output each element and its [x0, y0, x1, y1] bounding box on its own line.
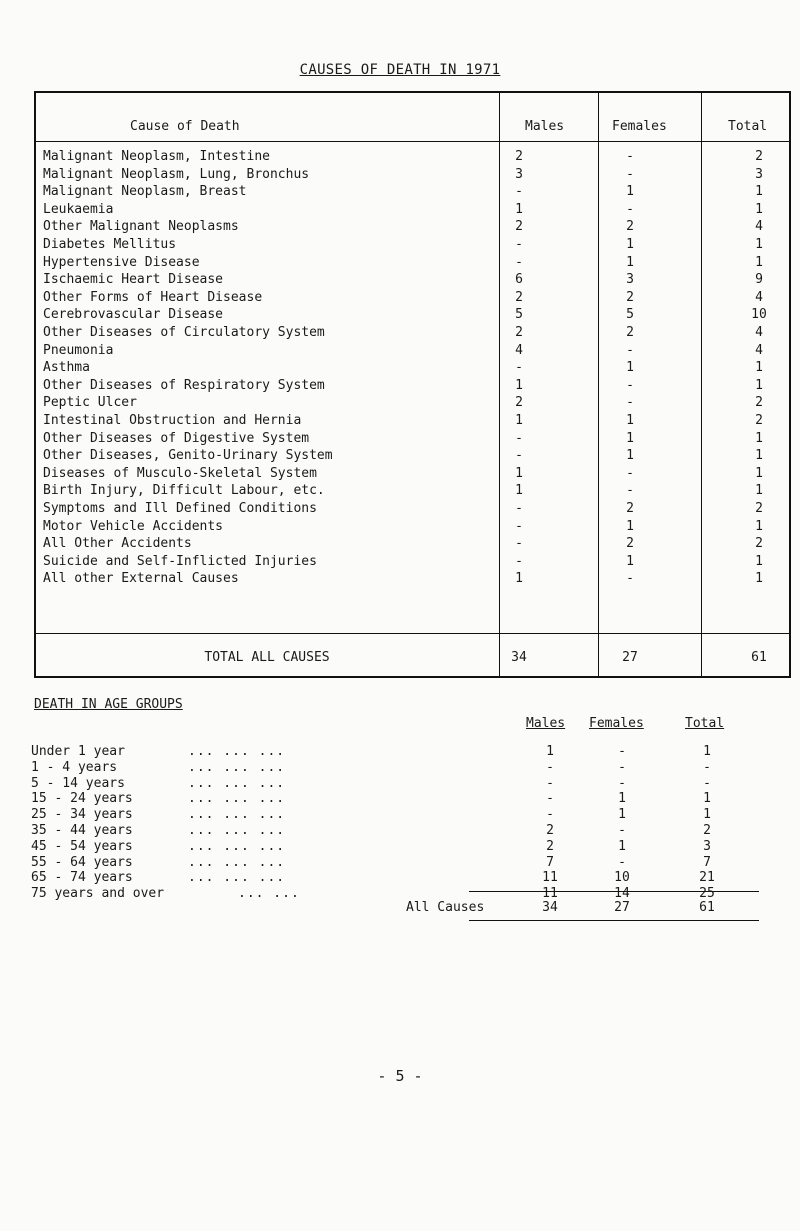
age-males: 7	[546, 854, 554, 870]
males-cell: 1	[515, 465, 523, 481]
table-row	[36, 394, 789, 412]
header-males: Males	[525, 119, 565, 134]
age-males: -	[546, 807, 554, 823]
cause-cell: Other Diseases of Digestive System	[43, 430, 310, 446]
total-cell: 2	[755, 149, 763, 164]
total-cell: 3	[755, 166, 763, 182]
males-cell: -	[515, 184, 523, 200]
age-total: -	[703, 759, 711, 775]
table-row	[36, 324, 789, 342]
age-males: 2	[546, 838, 554, 854]
leader-dots: ... ... ...	[188, 744, 286, 759]
leader-dots: ... ... ...	[188, 775, 286, 791]
females-cell: 5	[626, 307, 634, 323]
males-cell: -	[515, 553, 523, 569]
cause-cell: Other Malignant Neoplasms	[43, 219, 239, 235]
age-label: 45 - 54 years	[31, 838, 133, 854]
females-cell: -	[626, 166, 634, 182]
females-cell: 3	[626, 272, 634, 288]
age-total: 1	[703, 791, 711, 807]
cause-cell: Motor Vehicle Accidents	[43, 518, 224, 534]
age-total: 21	[699, 870, 715, 886]
age-females: 1	[618, 791, 626, 807]
males-cell: -	[515, 501, 523, 516]
age-total: 2	[703, 823, 711, 838]
cause-cell: Asthma	[43, 360, 90, 376]
females-cell: 1	[626, 553, 634, 569]
males-cell: 5	[515, 307, 523, 323]
males-cell: 1	[515, 377, 523, 393]
table-row	[36, 500, 789, 518]
age-row	[0, 839, 800, 855]
females-cell: -	[626, 395, 634, 411]
cause-cell: All other External Causes	[43, 571, 239, 587]
age-males: 11	[542, 870, 558, 886]
age-header-females: Females	[589, 716, 644, 731]
all-causes-label: All Causes	[406, 900, 485, 915]
age-row	[0, 855, 800, 871]
age-row	[0, 760, 800, 776]
cause-cell: Birth Injury, Difficult Labour, etc.	[43, 483, 325, 499]
cause-cell: Other Forms of Heart Disease	[43, 289, 263, 305]
total-males: 34	[511, 650, 527, 665]
table-row	[36, 183, 789, 201]
total-cell: 4	[755, 219, 763, 235]
age-males: -	[546, 759, 554, 775]
age-total-line-top	[469, 891, 759, 892]
age-total: 3	[703, 838, 711, 854]
age-label: 1 - 4 years	[31, 759, 118, 775]
total-cell: 1	[755, 483, 763, 499]
total-cell: 1	[755, 571, 763, 587]
total-cell: 2	[755, 501, 763, 516]
total-cell: 9	[755, 272, 763, 288]
males-cell: 2	[515, 149, 523, 164]
males-cell: 2	[515, 325, 523, 340]
causes-table	[34, 91, 791, 678]
all-causes-total: 61	[699, 900, 715, 915]
total-cell: 4	[755, 342, 763, 358]
males-cell: -	[515, 237, 523, 252]
age-females: 1	[618, 838, 626, 854]
age-males: -	[546, 791, 554, 807]
females-cell: -	[626, 149, 634, 164]
cause-cell: Diabetes Mellitus	[43, 237, 177, 252]
cause-cell: Diseases of Musculo-Skeletal System	[43, 465, 317, 481]
females-cell: 1	[626, 518, 634, 534]
header-total: Total	[728, 119, 768, 134]
age-males: 11	[542, 886, 558, 902]
age-total: 1	[703, 807, 711, 823]
females-cell: 2	[626, 501, 634, 516]
cause-cell: Other Diseases, Genito-Urinary System	[43, 448, 333, 464]
leader-dots: ... ... ...	[188, 854, 286, 870]
cause-cell: Symptoms and Ill Defined Conditions	[43, 501, 317, 516]
table-row	[36, 271, 789, 289]
table-row	[36, 148, 789, 166]
males-cell: -	[515, 254, 523, 270]
total-cell: 1	[755, 377, 763, 393]
cause-cell: Hypertensive Disease	[43, 254, 200, 270]
age-females: 14	[614, 886, 630, 902]
age-females: -	[618, 759, 626, 775]
all-causes-females: 27	[614, 900, 630, 915]
males-cell: -	[515, 536, 523, 552]
table-row	[36, 570, 789, 588]
age-label: 25 - 34 years	[31, 807, 133, 823]
females-cell: -	[626, 201, 634, 217]
table-row	[36, 218, 789, 236]
age-total: 7	[703, 854, 711, 870]
cause-cell: Suicide and Self-Inflicted Injuries	[43, 553, 317, 569]
age-males: -	[546, 775, 554, 791]
age-males: 1	[546, 744, 554, 759]
total-cell: 1	[755, 201, 763, 217]
cause-cell: Leukaemia	[43, 201, 114, 217]
age-row	[0, 776, 800, 792]
females-cell: -	[626, 571, 634, 587]
all-causes-males: 34	[542, 900, 558, 915]
cause-cell: Peptic Ulcer	[43, 395, 137, 411]
total-divider	[36, 633, 789, 634]
females-cell: 2	[626, 536, 634, 552]
table-row	[36, 201, 789, 219]
age-label: Under 1 year	[31, 744, 125, 759]
age-females: 10	[614, 870, 630, 886]
age-females: -	[618, 775, 626, 791]
table-row	[36, 166, 789, 184]
females-cell: 1	[626, 448, 634, 464]
males-cell: 1	[515, 201, 523, 217]
cause-cell: Cerebrovascular Disease	[43, 307, 224, 323]
females-cell: 2	[626, 219, 634, 235]
table-row	[36, 518, 789, 536]
cause-cell: All Other Accidents	[43, 536, 192, 552]
total-row	[36, 649, 789, 667]
table-row	[36, 465, 789, 483]
males-cell: 1	[515, 483, 523, 499]
age-females: -	[618, 823, 626, 838]
females-cell: 2	[626, 289, 634, 305]
males-cell: 2	[515, 219, 523, 235]
header-females: Females	[612, 119, 667, 134]
cause-cell: Other Diseases of Circulatory System	[43, 325, 325, 340]
table-row	[36, 377, 789, 395]
total-cell: 1	[755, 448, 763, 464]
table-row	[36, 359, 789, 377]
table-row	[36, 430, 789, 448]
total-females: 27	[622, 650, 638, 665]
page-title: CAUSES OF DEATH IN 1971	[299, 62, 501, 78]
males-cell: -	[515, 430, 523, 446]
leader-dots: ... ...	[238, 886, 300, 902]
total-cell: 4	[755, 289, 763, 305]
table-row	[36, 254, 789, 272]
leader-dots: ... ... ...	[188, 823, 286, 838]
females-cell: -	[626, 342, 634, 358]
total-cell: 2	[755, 395, 763, 411]
header-divider	[36, 141, 789, 142]
leader-dots: ... ... ...	[188, 870, 286, 886]
table-row	[36, 482, 789, 500]
females-cell: -	[626, 483, 634, 499]
age-label: 55 - 64 years	[31, 854, 133, 870]
total-cell: 4	[755, 325, 763, 340]
males-cell: -	[515, 448, 523, 464]
age-row	[0, 807, 800, 823]
females-cell: -	[626, 465, 634, 481]
table-row	[36, 535, 789, 553]
total-cell: 1	[755, 237, 763, 252]
total-cell: 1	[755, 184, 763, 200]
cause-cell: Ischaemic Heart Disease	[43, 272, 224, 288]
females-cell: 1	[626, 413, 634, 428]
age-row	[0, 744, 800, 760]
total-label: TOTAL ALL CAUSES	[204, 650, 330, 665]
males-cell: 1	[515, 413, 523, 428]
all-causes-row	[0, 900, 800, 916]
table-row	[36, 342, 789, 360]
males-cell: 6	[515, 272, 523, 288]
table-row	[36, 306, 789, 324]
leader-dots: ... ... ...	[188, 807, 286, 823]
age-header-males: Males	[526, 716, 566, 731]
females-cell: 1	[626, 360, 634, 376]
age-label: 5 - 14 years	[31, 775, 125, 791]
cause-cell: Malignant Neoplasm, Lung, Bronchus	[43, 166, 310, 182]
females-cell: 1	[626, 237, 634, 252]
age-females: -	[618, 854, 626, 870]
age-males: 2	[546, 823, 554, 838]
leader-dots: ... ... ...	[188, 838, 286, 854]
females-cell: 1	[626, 254, 634, 270]
females-cell: 2	[626, 325, 634, 340]
header-cause: Cause of Death	[130, 119, 240, 134]
age-total: 1	[703, 744, 711, 759]
total-cell: 2	[755, 413, 763, 428]
age-total-line-bottom	[469, 920, 759, 921]
table-row	[36, 447, 789, 465]
males-cell: 4	[515, 342, 523, 358]
males-cell: 3	[515, 166, 523, 182]
age-total: -	[703, 775, 711, 791]
total-cell: 1	[755, 518, 763, 534]
cause-cell: Malignant Neoplasm, Breast	[43, 184, 247, 200]
table-row	[36, 289, 789, 307]
males-cell: 2	[515, 395, 523, 411]
females-cell: -	[626, 377, 634, 393]
age-header-total: Total	[685, 716, 725, 731]
age-females: -	[618, 744, 626, 759]
leader-dots: ... ... ...	[188, 791, 286, 807]
age-row	[0, 823, 800, 839]
total-total: 61	[751, 650, 767, 665]
age-row	[0, 870, 800, 886]
total-cell: 1	[755, 254, 763, 270]
cause-cell: Pneumonia	[43, 342, 114, 358]
total-cell: 1	[755, 553, 763, 569]
cause-cell: Malignant Neoplasm, Intestine	[43, 149, 270, 164]
page-number: - 5 -	[377, 1067, 423, 1085]
females-cell: 1	[626, 184, 634, 200]
age-females: 1	[618, 807, 626, 823]
age-row	[0, 791, 800, 807]
table-row	[36, 553, 789, 571]
table-row	[36, 236, 789, 254]
males-cell: -	[515, 518, 523, 534]
cause-cell: Other Diseases of Respiratory System	[43, 377, 325, 393]
age-label: 75 years and over	[31, 886, 165, 902]
males-cell: -	[515, 360, 523, 376]
age-label: 65 - 74 years	[31, 870, 133, 886]
males-cell: 1	[515, 571, 523, 587]
age-label: 15 - 24 years	[31, 791, 133, 807]
total-cell: 1	[755, 430, 763, 446]
total-cell: 1	[755, 465, 763, 481]
cause-cell: Intestinal Obstruction and Hernia	[43, 413, 302, 428]
total-cell: 2	[755, 536, 763, 552]
females-cell: 1	[626, 430, 634, 446]
table-row	[36, 412, 789, 430]
males-cell: 2	[515, 289, 523, 305]
age-groups-title: DEATH IN AGE GROUPS	[34, 697, 183, 712]
total-cell: 10	[751, 307, 767, 323]
age-total: 25	[699, 886, 715, 902]
total-cell: 1	[755, 360, 763, 376]
leader-dots: ... ... ...	[188, 759, 286, 775]
age-label: 35 - 44 years	[31, 823, 133, 838]
